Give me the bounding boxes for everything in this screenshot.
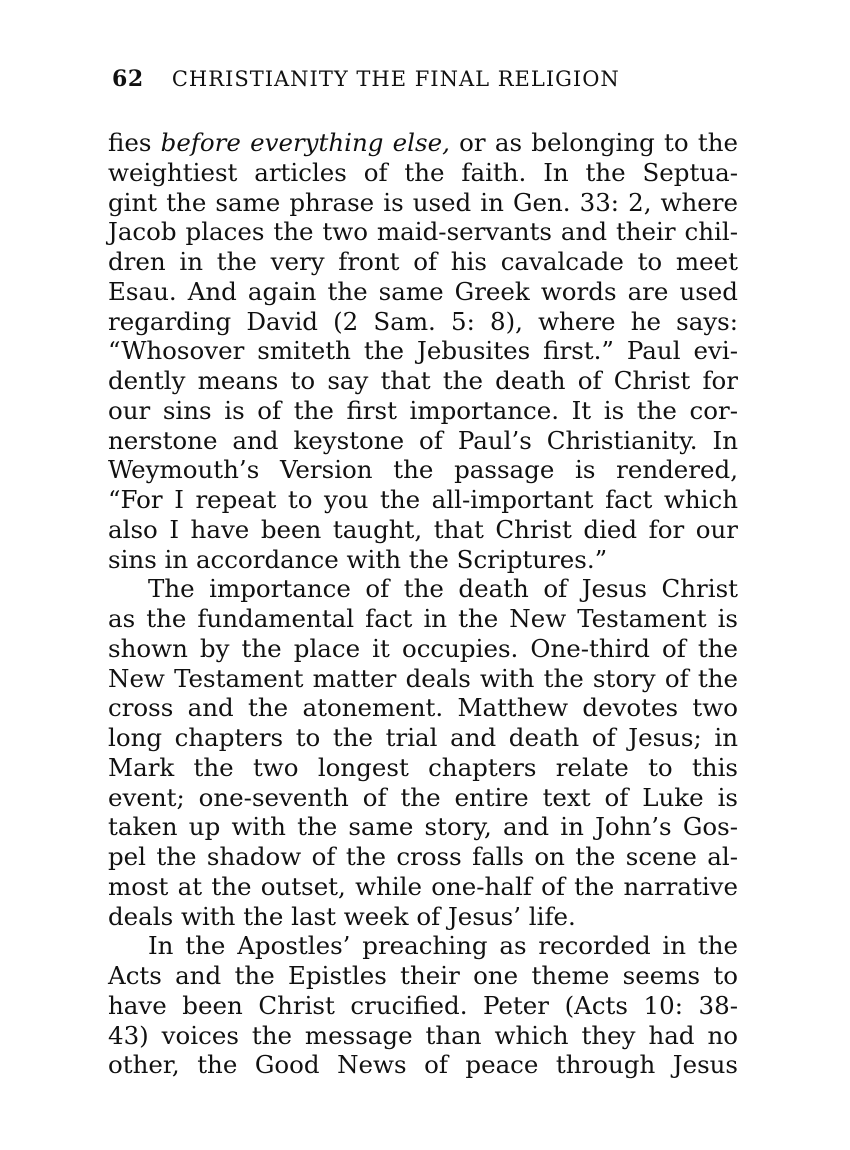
- body-text: [108, 128, 738, 1080]
- text-line: Weymouth’s Version the passage is rendered,: [108, 455, 738, 485]
- italic-phrase: before everything else,: [160, 128, 450, 157]
- text-line: dren in the very front of his cavalcade to meet: [108, 247, 738, 276]
- text-line: dently means to say that the death of Christ for: [108, 366, 738, 395]
- text-line: taken up with the same story, and in John’s Gos-: [108, 812, 738, 842]
- text-line: pel the shadow of the cross falls on the scene al-: [108, 842, 738, 871]
- text-line: 43) voices the message than which they had no: [108, 1020, 738, 1050]
- text-segment: fies: [108, 128, 161, 157]
- text-line: have been Christ crucified. Peter (Acts 10: 38-: [108, 990, 738, 1020]
- text-line: [108, 128, 738, 158]
- text-line: “For I repeat to you the all-important fact which: [108, 485, 738, 514]
- text-line: event; one-seventh of the entire text of Luke is: [108, 782, 738, 812]
- text-line: Mark the two longest chapters relate to this: [108, 752, 738, 782]
- text-line: deals with the last week of Jesus’ life.: [108, 901, 576, 931]
- text-line: Jacob places the two maid-servants and their chil-: [108, 217, 738, 247]
- text-line: as the fundamental fact in the New Testament is: [108, 604, 738, 633]
- page-header: [112, 66, 742, 102]
- running-title: CHRISTIANITY THE FINAL RELIGION: [171, 67, 620, 91]
- text-line: weightiest articles of the faith. In the Septua-: [108, 157, 738, 187]
- page-number: 62: [112, 66, 144, 92]
- paragraph-first-line: In the Apostles’ preaching as recorded in the: [148, 931, 738, 961]
- text-line: long chapters to the trial and death of Jesus; in: [108, 723, 738, 752]
- text-segment: or as belonging to the: [449, 128, 739, 157]
- text-line: also I have been taught, that Christ died for our: [108, 514, 738, 544]
- text-line: Acts and the Epistles their one theme seems to: [108, 961, 738, 990]
- text-line: cross and the atonement. Matthew devotes two: [108, 693, 738, 723]
- paragraph-first-line: The importance of the death of Jesus Christ: [148, 574, 738, 604]
- text-line: New Testament matter deals with the story of the: [108, 663, 738, 693]
- text-line: our sins is of the first importance. It is the cor-: [108, 395, 738, 425]
- text-line: shown by the place it occupies. One-third of the: [108, 633, 738, 663]
- text-line: other, the Good News of peace through Jesus: [108, 1050, 738, 1080]
- text-line: nerstone and keystone of Paul’s Christianity. In: [108, 425, 738, 455]
- text-line: “Whosover smiteth the Jebusites first.” Paul evi-: [108, 336, 738, 366]
- text-line: most at the outset, while one-half of the narrative: [108, 871, 738, 901]
- text-line: gint the same phrase is used in Gen. 33: 2, where: [108, 187, 738, 217]
- text-line: Esau. And again the same Greek words are used: [108, 276, 738, 306]
- text-line: regarding David (2 Sam. 5: 8), where he says:: [108, 306, 738, 336]
- text-line: sins in accordance with the Scriptures.”: [108, 544, 608, 574]
